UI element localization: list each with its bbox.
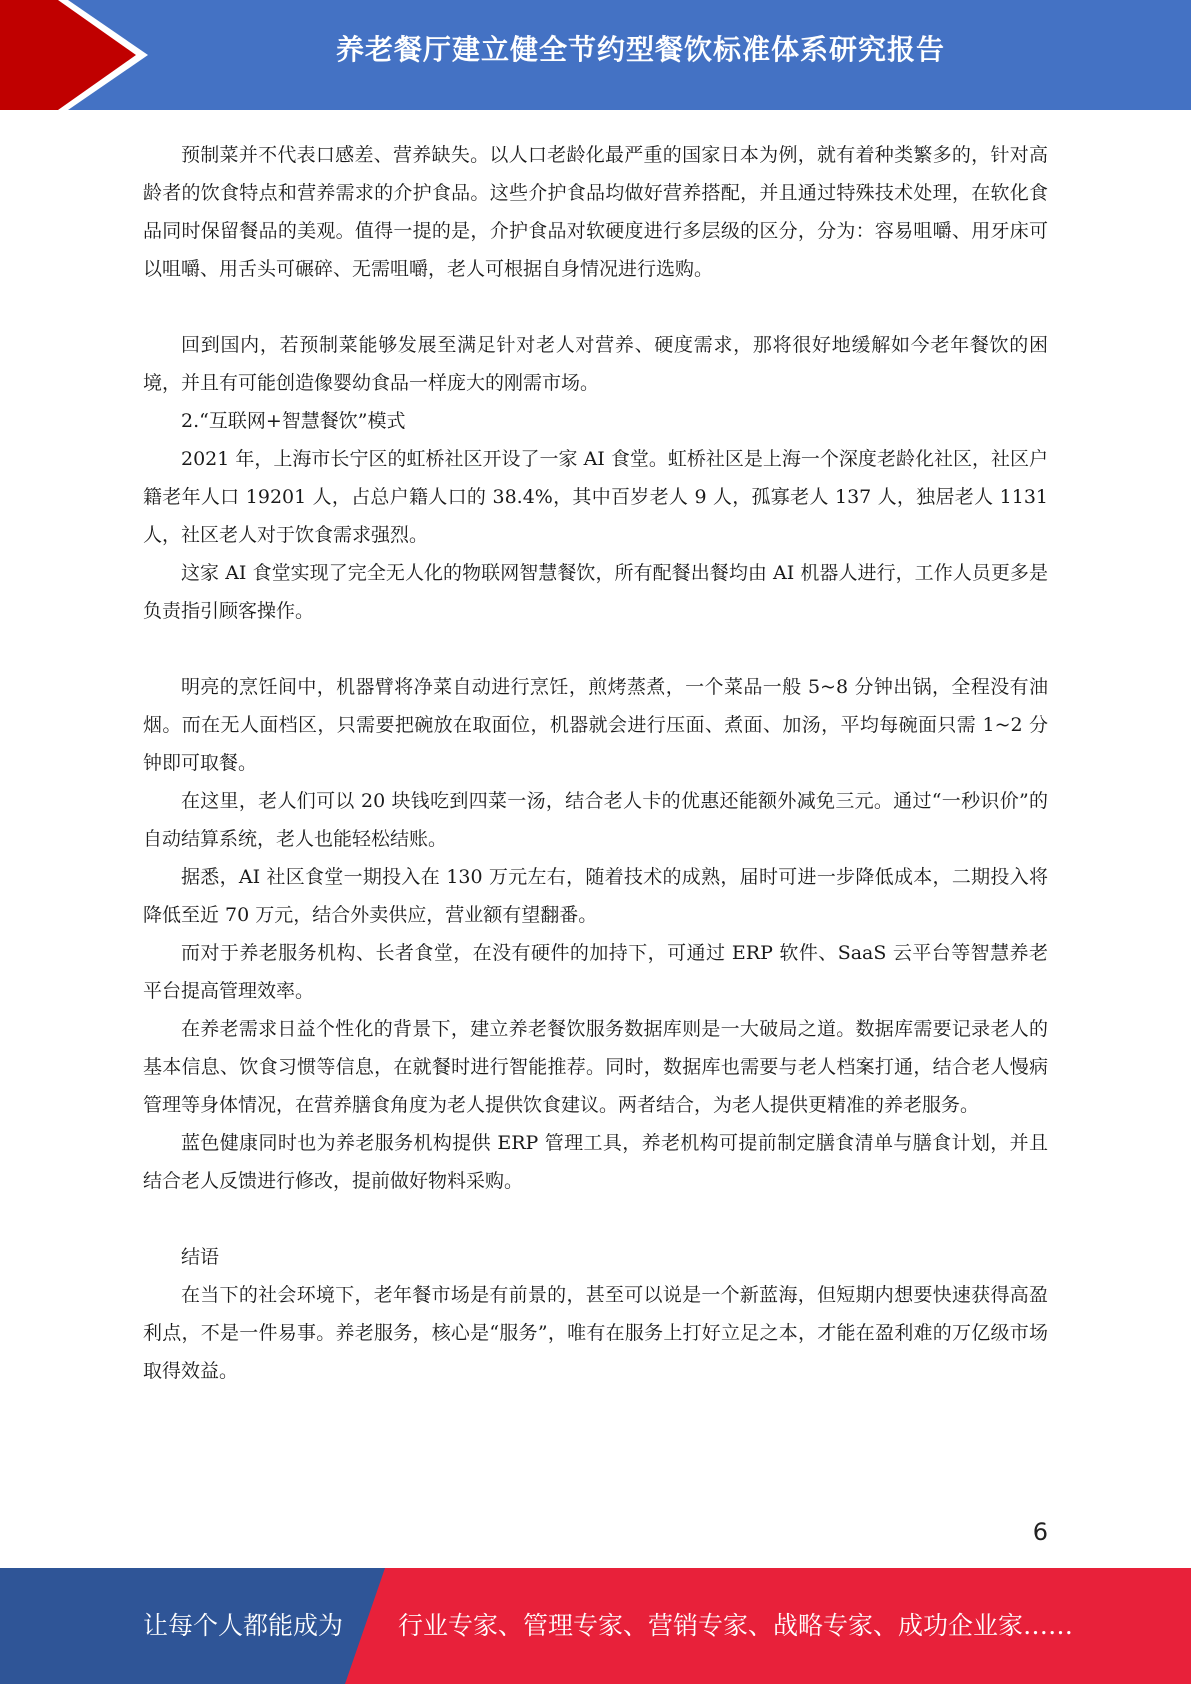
paragraph: 在当下的社会环境下，老年餐市场是有前景的，甚至可以说是一个新蓝海，但短期内想要快速获得高盈利点，不是一件易事。养老服务，核心是“服务”，唯有在服务上打好立足之本，才能在盈利难的万亿级市场取得效益。 xyxy=(143,1284,1048,1382)
paragraph-spacer xyxy=(143,288,1048,326)
paragraph-spacer xyxy=(143,630,1048,668)
footer-slogan-left: 让每个人都能成为 xyxy=(143,1611,344,1640)
document-title: 养老餐厅建立健全节约型餐饮标准体系研究报告 xyxy=(335,33,945,66)
page-footer xyxy=(0,1568,1191,1684)
document-body xyxy=(143,136,1048,1390)
paragraph: 蓝色健康同时也为养老服务机构提供 ERP 管理工具，养老机构可提前制定膳食清单与膳食计划，并且结合老人反馈进行修改，提前做好物料采购。 xyxy=(143,1132,1048,1192)
page-number: 6 xyxy=(1032,1518,1048,1546)
paragraph: 这家 AI 食堂实现了完全无人化的物联网智慧餐饮，所有配餐出餐均由 AI 机器人进行，工作人员更多是负责指引顾客操作。 xyxy=(143,562,1048,622)
paragraph: 2021 年，上海市长宁区的虹桥社区开设了一家 AI 食堂。虹桥社区是上海一个深度老龄化社区，社区户籍老年人口 19201 人，占总户籍人口的 38.4%，其中百岁老人 9 人，孤寡老人 137 人，独居老人 1131 人，社区老人对于饮食需求强烈。 xyxy=(143,448,1048,546)
paragraph: 在养老需求日益个性化的背景下，建立养老餐饮服务数据库则是一大破局之道。数据库需要记录老人的基本信息、饮食习惯等信息，在就餐时进行智能推荐。同时，数据库也需要与老人档案打通，结合老人慢病管理等身体情况，在营养膳食角度为老人提供饮食建议。两者结合，为老人提供更精准的养老服务。 xyxy=(143,1018,1048,1116)
paragraph: 明亮的烹饪间中，机器臂将净菜自动进行烹饪，煎烤蒸煮，一个菜品一般 5~8 分钟出锅，全程没有油烟。而在无人面档区，只需要把碗放在取面位，机器就会进行压面、煮面、加汤，平均每碗面只需 1~2 分钟即可取餐。 xyxy=(143,676,1048,774)
paragraph: 据悉，AI 社区食堂一期投入在 130 万元左右，随着技术的成熟，届时可进一步降低成本，二期投入将降低至近 70 万元，结合外卖供应，营业额有望翻番。 xyxy=(143,866,1048,926)
paragraph: 而对于养老服务机构、长者食堂，在没有硬件的加持下，可通过 ERP 软件、SaaS 云平台等智慧养老平台提高管理效率。 xyxy=(143,942,1048,1002)
paragraph: 预制菜并不代表口感差、营养缺失。以人口老龄化最严重的国家日本为例，就有着种类繁多的，针对高龄者的饮食特点和营养需求的介护食品。这些介护食品均做好营养搭配，并且通过特殊技术处理，在软化食品同时保留餐品的美观。值得一提的是，介护食品对软硬度进行多层级的区分，分为：容易咀嚼、用牙床可以咀嚼、用舌头可碾碎、无需咀嚼，老人可根据自身情况进行选购。 xyxy=(143,144,1048,280)
header-ribbon-icon xyxy=(0,0,160,110)
section-heading: 结语 xyxy=(181,1246,220,1268)
page-header xyxy=(0,0,1191,110)
paragraph: 在这里，老人们可以 20 块钱吃到四菜一汤，结合老人卡的优惠还能额外减免三元。通过“一秒识价”的自动结算系统，老人也能轻松结账。 xyxy=(143,790,1048,850)
footer-slogan-right: 行业专家、管理专家、营销专家、战略专家、成功企业家…… xyxy=(398,1611,1074,1640)
paragraph: 回到国内，若预制菜能够发展至满足针对老人对营养、硬度需求，那将很好地缓解如今老年餐饮的困境，并且有可能创造像婴幼食品一样庞大的刚需市场。 xyxy=(143,334,1048,394)
paragraph-spacer xyxy=(143,1200,1048,1238)
section-heading: 2.“互联网+智慧餐饮”模式 xyxy=(181,410,406,432)
